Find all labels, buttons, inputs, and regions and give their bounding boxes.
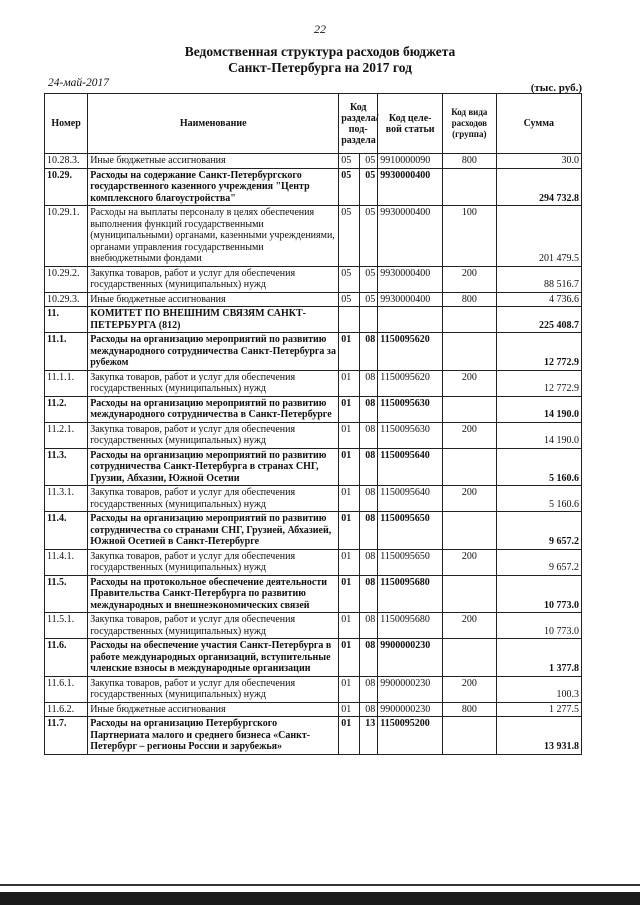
cell-sum: 294 732.8 [496,168,581,206]
header-num: Номер [45,94,88,154]
units-label: (тыс. руб.) [530,82,582,94]
cell-exp [443,512,496,550]
table-row [45,702,582,717]
cell-sec: 05 [339,168,360,206]
cell-sum: 14 190.0 [496,396,581,422]
cell-exp [443,639,496,677]
cell-exp: 200 [443,422,496,448]
cell-sub: 08 [359,676,378,702]
cell-sub: 05 [359,154,378,169]
cell-tgt: 9900000230 [378,702,443,717]
cell-sub: 08 [359,422,378,448]
header-exptype: Код вида расходов (группа) [443,94,496,154]
header-section: Код раздела/ под- раздела [339,94,378,154]
cell-sum: 5 160.6 [496,448,581,486]
cell-tgt: 1150095620 [378,333,443,371]
cell-exp [443,575,496,613]
cell-sub: 05 [359,292,378,307]
cell-sum: 14 190.0 [496,422,581,448]
scan-edge-line [0,884,640,886]
cell-tgt: 9930000400 [378,168,443,206]
cell-sum: 1 277.5 [496,702,581,717]
cell-sec: 01 [339,448,360,486]
cell-sec: 01 [339,717,360,755]
cell-sub: 08 [359,613,378,639]
cell-name: Расходы на организацию мероприятий по развитию сотрудничества Санкт-Петербурга в странах СНГ, Грузии, Абхазии, Южной Осетии [88,448,339,486]
cell-sum: 30.0 [496,154,581,169]
cell-sub: 08 [359,575,378,613]
cell-tgt: 1150095680 [378,575,443,613]
cell-exp: 800 [443,154,496,169]
cell-name: Закупка товаров, работ и услуг для обеспечения государственных (муниципальных) нужд [88,266,339,292]
cell-num: 11.2. [45,396,88,422]
cell-tgt [378,307,443,333]
cell-name: Иные бюджетные ассигнования [88,154,339,169]
cell-sec [339,307,360,333]
cell-name: Расходы на организацию мероприятий по развитию международного сотрудничества Санкт-Петербурга за рубежом [88,333,339,371]
cell-sum: 12 772.9 [496,333,581,371]
page-number: 22 [314,22,326,36]
cell-exp: 200 [443,266,496,292]
cell-sum: 201 479.5 [496,206,581,267]
header-name: Наименование [88,94,339,154]
table-row [45,676,582,702]
title-line-1: Ведомственная структура расходов бюджета [184,44,456,59]
cell-name: Расходы на выплаты персоналу в целях обеспечения выполнения функций государственными (муниципальными) органами, казенными учреждениями, органами управления государственными внебюджетными фондами [88,206,339,267]
cell-sec: 01 [339,333,360,371]
cell-sub: 08 [359,486,378,512]
cell-exp: 200 [443,676,496,702]
cell-exp: 200 [443,370,496,396]
cell-exp [443,307,496,333]
cell-name: Закупка товаров, работ и услуг для обеспечения государственных (муниципальных) нужд [88,613,339,639]
cell-sum: 9 657.2 [496,512,581,550]
cell-sec: 01 [339,512,360,550]
cell-num: 11.3. [45,448,88,486]
cell-sub: 08 [359,702,378,717]
table-row [45,292,582,307]
cell-sum: 9 657.2 [496,549,581,575]
cell-sum: 1 377.8 [496,639,581,677]
cell-tgt: 1150095640 [378,448,443,486]
cell-tgt: 9910000090 [378,154,443,169]
cell-name: Расходы на организацию Петербургского Партнериата малого и среднего бизнеса «Санкт-Петербург – регионы России и зарубежья» [88,717,339,755]
cell-num: 10.28.3. [45,154,88,169]
document-title [0,44,640,76]
cell-num: 10.29. [45,168,88,206]
cell-sub: 13 [359,717,378,755]
cell-tgt: 9930000400 [378,266,443,292]
table-row [45,307,582,333]
cell-sub: 05 [359,206,378,267]
cell-num: 11.3.1. [45,486,88,512]
cell-exp: 800 [443,292,496,307]
cell-sec: 01 [339,676,360,702]
cell-num: 10.29.1. [45,206,88,267]
cell-sub: 05 [359,266,378,292]
cell-sub: 08 [359,549,378,575]
cell-sub [359,307,378,333]
cell-num: 11.1.1. [45,370,88,396]
table-row [45,486,582,512]
cell-name: Иные бюджетные ассигнования [88,292,339,307]
table-row [45,575,582,613]
table-row [45,549,582,575]
table-row [45,168,582,206]
cell-tgt: 1150095630 [378,422,443,448]
cell-sec: 01 [339,613,360,639]
table-row [45,206,582,267]
cell-tgt: 1150095650 [378,512,443,550]
cell-sec: 01 [339,370,360,396]
cell-sec: 01 [339,486,360,512]
cell-tgt: 1150095200 [378,717,443,755]
table-row [45,422,582,448]
cell-tgt: 9900000230 [378,676,443,702]
cell-tgt: 9930000400 [378,206,443,267]
cell-num: 11. [45,307,88,333]
cell-name: Закупка товаров, работ и услуг для обеспечения государственных (муниципальных) нужд [88,676,339,702]
cell-exp [443,717,496,755]
cell-sub: 08 [359,333,378,371]
cell-sub: 05 [359,168,378,206]
cell-num: 11.5.1. [45,613,88,639]
cell-num: 11.4. [45,512,88,550]
table-row [45,154,582,169]
cell-exp [443,448,496,486]
cell-name: Расходы на организацию мероприятий по развитию международного сотрудничества в Санкт-Петербурге [88,396,339,422]
cell-tgt: 1150095640 [378,486,443,512]
cell-tgt: 1150095630 [378,396,443,422]
table-row [45,370,582,396]
cell-name: Закупка товаров, работ и услуг для обеспечения государственных (муниципальных) нужд [88,370,339,396]
cell-exp [443,168,496,206]
cell-sub: 08 [359,370,378,396]
cell-tgt: 9930000400 [378,292,443,307]
table-row [45,639,582,677]
cell-sec: 05 [339,206,360,267]
cell-num: 11.7. [45,717,88,755]
cell-exp: 200 [443,613,496,639]
cell-exp: 800 [443,702,496,717]
cell-name: Закупка товаров, работ и услуг для обеспечения государственных (муниципальных) нужд [88,549,339,575]
cell-sec: 01 [339,422,360,448]
cell-exp: 200 [443,486,496,512]
document-date: 24-май-2017 [48,77,109,89]
cell-exp: 200 [443,549,496,575]
cell-sec: 01 [339,575,360,613]
cell-name: Расходы на организацию мероприятий по развитию сотрудничества со странами СНГ, Грузией, Абхазией, Южной Осетией в Санкт-Петербурге [88,512,339,550]
cell-num: 10.29.2. [45,266,88,292]
cell-sec: 05 [339,154,360,169]
cell-sec: 01 [339,639,360,677]
cell-sub: 08 [359,512,378,550]
table-header-row [45,94,582,154]
header-sum: Сумма [496,94,581,154]
cell-sum: 12 772.9 [496,370,581,396]
cell-sum: 4 736.6 [496,292,581,307]
cell-num: 11.6.2. [45,702,88,717]
cell-num: 11.2.1. [45,422,88,448]
title-line-2: Санкт-Петербурга на 2017 год [228,60,412,75]
cell-name: Закупка товаров, работ и услуг для обеспечения государственных (муниципальных) нужд [88,486,339,512]
table-row [45,333,582,371]
cell-name: Иные бюджетные ассигнования [88,702,339,717]
table-row [45,717,582,755]
cell-name: КОМИТЕТ ПО ВНЕШНИМ СВЯЗЯМ САНКТ-ПЕТЕРБУРГА (812) [88,307,339,333]
cell-name: Расходы на протокольное обеспечение деятельности Правительства Санкт-Петербурга по развитию международных и внешнеэкономических связей [88,575,339,613]
cell-sum: 10 773.0 [496,613,581,639]
cell-exp [443,333,496,371]
cell-num: 11.6. [45,639,88,677]
table-row [45,613,582,639]
cell-tgt: 1150095620 [378,370,443,396]
cell-sub: 08 [359,396,378,422]
cell-sec: 01 [339,396,360,422]
cell-name: Расходы на обеспечение участия Санкт-Петербурга в работе международных организаций, вступительные членские взносы в международные организации [88,639,339,677]
cell-sum: 13 931.8 [496,717,581,755]
cell-tgt: 1150095650 [378,549,443,575]
cell-sec: 05 [339,292,360,307]
cell-num: 11.4.1. [45,549,88,575]
cell-sec: 01 [339,549,360,575]
table-row [45,448,582,486]
cell-sum: 100.3 [496,676,581,702]
cell-sum: 5 160.6 [496,486,581,512]
cell-sum: 88 516.7 [496,266,581,292]
cell-tgt: 1150095680 [378,613,443,639]
cell-name: Расходы на содержание Санкт-Петербургского государственного казенного учреждения "Центр комплексного благоустройства" [88,168,339,206]
cell-num: 11.1. [45,333,88,371]
cell-tgt: 9900000230 [378,639,443,677]
cell-num: 11.6.1. [45,676,88,702]
cell-name: Закупка товаров, работ и услуг для обеспечения государственных (муниципальных) нужд [88,422,339,448]
cell-num: 10.29.3. [45,292,88,307]
cell-sec: 01 [339,702,360,717]
cell-exp [443,396,496,422]
header-target: Код целе- вой статьи [378,94,443,154]
budget-table [44,93,582,755]
cell-sum: 225 408.7 [496,307,581,333]
scan-edge-bar [0,892,640,905]
table-row [45,266,582,292]
table-row [45,396,582,422]
cell-sub: 08 [359,448,378,486]
cell-sum: 10 773.0 [496,575,581,613]
cell-exp: 100 [443,206,496,267]
cell-sub: 08 [359,639,378,677]
cell-num: 11.5. [45,575,88,613]
cell-sec: 05 [339,266,360,292]
table-row [45,512,582,550]
